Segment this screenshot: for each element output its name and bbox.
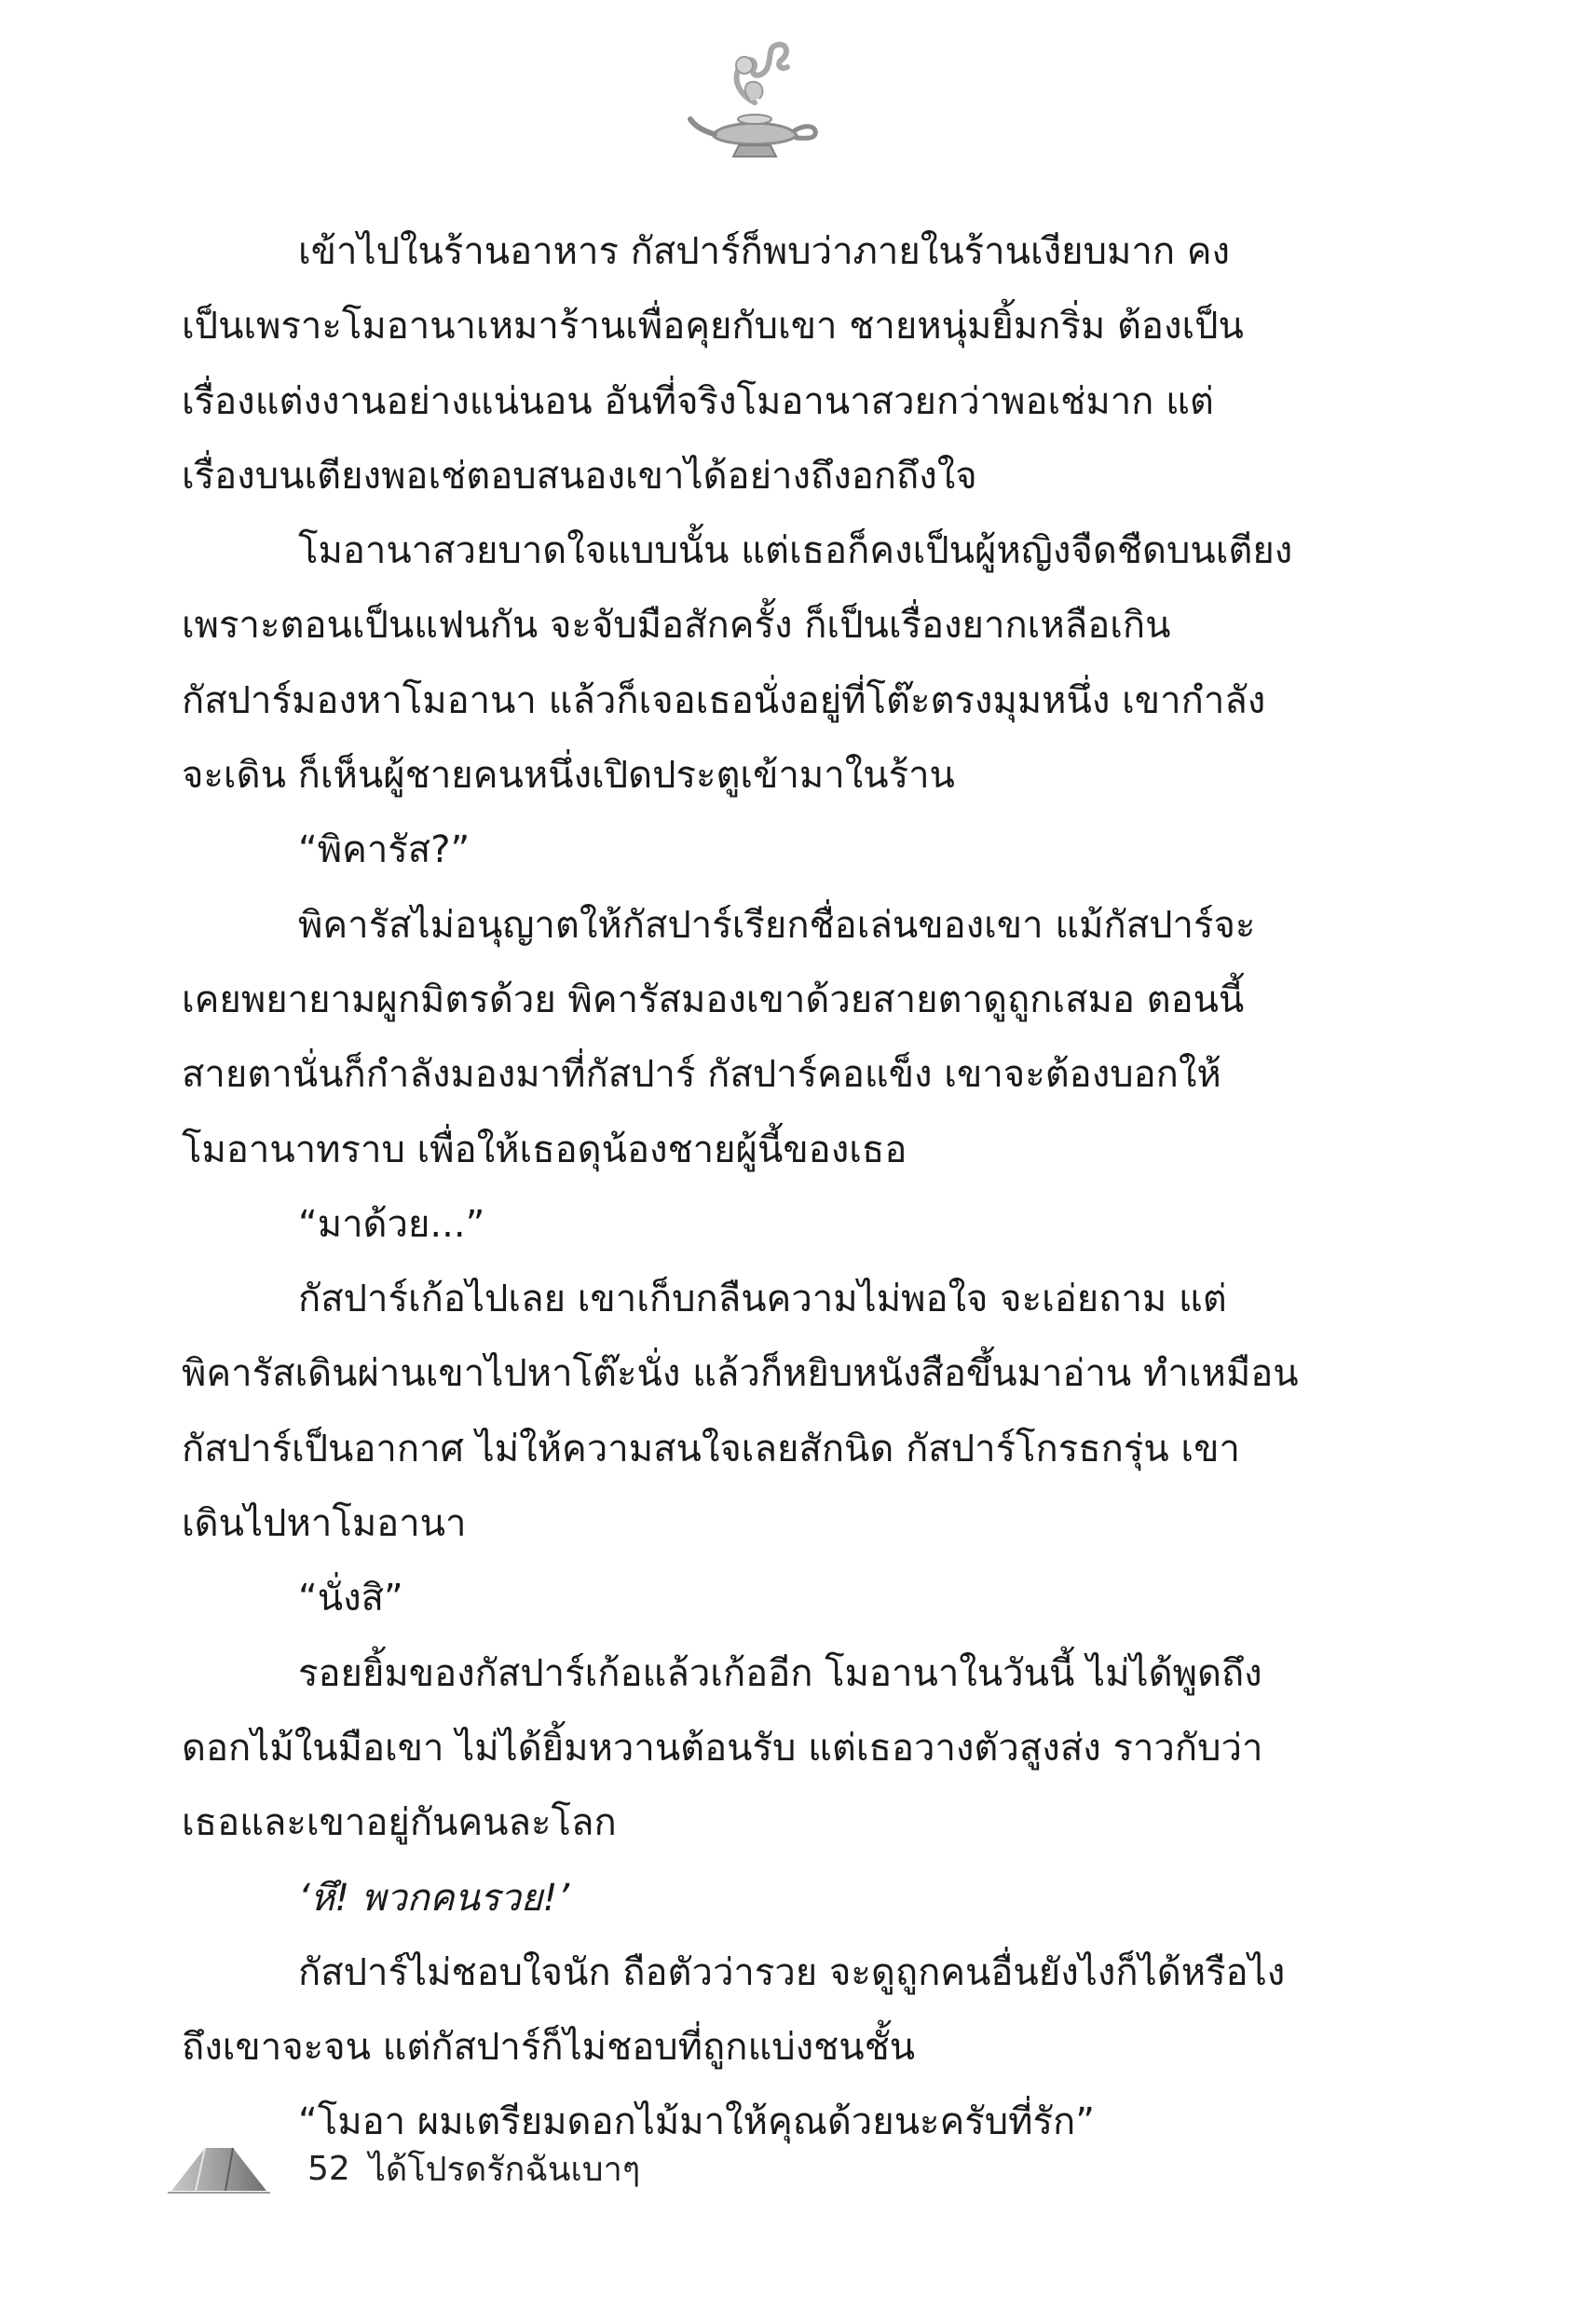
- dialogue-line: “มาด้วย...”: [298, 1202, 485, 1246]
- body-text: [182, 214, 1328, 2160]
- page-footer: [168, 2136, 640, 2201]
- paragraph: เข้าไปในร้านอาหาร กัสปาร์ก็พบว่าภายในร้านเงียบมาก คง เป็นเพราะโมอานาเหมาร้านเพื่อคุยกับเขา ชายหนุ่มยิ้มกริ่ม ต้องเป็น เรื่องแต่งงานอย่างแน่นอน อันที่จริงโมอานาสวยกว่าพอเช่มาก แต่ เรื่องบนเตียงพอเช่ตอบสนองเขาได้อย่างถึงอกถึงใจ: [182, 230, 1244, 498]
- dialogue-line: “พิคารัส?”: [298, 828, 471, 872]
- dialogue-line: “โมอา ผมเตรียมดอกไม้มาให้คุณด้วยนะครับที่รัก”: [298, 2100, 1095, 2144]
- dialogue-line: “นั่งสิ”: [298, 1577, 403, 1620]
- thought-line: ‘หึ! พวกคนรวย!’: [298, 1876, 570, 1920]
- page-number: 52: [307, 2149, 350, 2188]
- paragraph: รอยยิ้มของกัสปาร์เก้อแล้วเก้ออีก โมอานาในวันนี้ ไม่ได้พูดถึง ดอกไม้ในมือเขา ไม่ได้ยิ้มหวานต้อนรับ แต่เธอวางตัวสูงส่ง ราวกับว่า เธอและเขาอยู่กันคนละโลก: [182, 1651, 1263, 1845]
- paragraph: กัสปาร์ไม่ชอบใจนัก ถือตัวว่ารวย จะดูถูกคนอื่นยังไงก็ได้หรือไง ถึงเขาจะจน แต่กัสปาร์ก็ไม่ชอบที่ถูกแบ่งชนชั้น: [182, 1950, 1286, 2070]
- paragraph: โมอานาสวยบาดใจแบบนั้น แต่เธอก็คงเป็นผู้หญิงจืดชืดบนเตียง เพราะตอนเป็นแฟนกัน จะจับมือสักครั้ง ก็เป็นเรื่องยากเหลือเกิน กัสปาร์มองหาโมอานา แล้วก็เจอเธอนั่งอยู่ที่โต๊ะตรงมุมหนึ่ง เขากำลัง จะเดิน ก็เห็นผู้ชายคนหนึ่งเปิดประตูเข้ามาในร้าน: [182, 529, 1293, 798]
- paragraph: กัสปาร์เก้อไปเลย เขาเก็บกลืนความไม่พอใจ จะเอ่ยถาม แต่ พิคารัสเดินผ่านเขาไปหาโต๊ะนั่ง แล้วก็หยิบหนังสือขึ้นมาอ่าน ทำเหมือน กัสปาร์เป็นอากาศ ไม่ให้ความสนใจเลยสักนิด กัสปาร์โกรธกรุ่น เขา เดินไปหาโมอานา: [182, 1278, 1299, 1546]
- book-title: ได้โปรดรักฉันเบาๆ: [368, 2150, 641, 2189]
- tent-icon: [168, 2140, 270, 2196]
- paragraph: พิคารัสไม่อนุญาตให้กัสปาร์เรียกชื่อเล่นของเขา แม้กัสปาร์จะ เคยพยายามผูกมิตรด้วย พิคารัสมองเขาด้วยสายตาดูถูกเสมอ ตอนนี้ สายตานั่นก็กำลังมองมาที่กัสปาร์ กัสปาร์คอแข็ง เขาจะต้องบอกให้ โมอานาทราบ เพื่อให้เธอดุน้องชายผู้นี้ของเธอ: [182, 903, 1256, 1171]
- genie-lamp-icon: [685, 37, 825, 177]
